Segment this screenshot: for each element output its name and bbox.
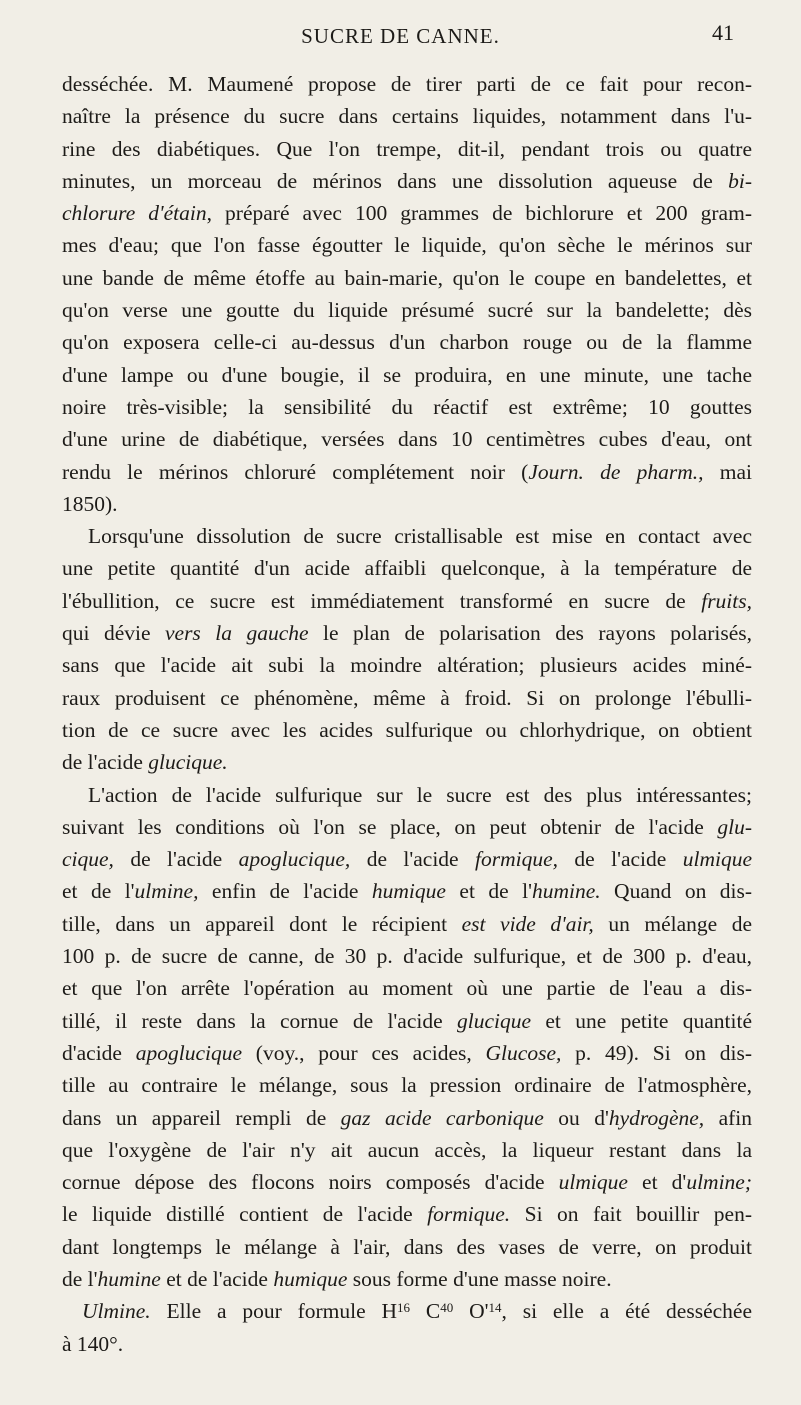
paragraph-1 <box>62 68 752 520</box>
text-line: suivant les conditions où l'on se place, on peut obtenir de l'acide glu- <box>62 814 752 839</box>
text-line: Lorsqu'une dissolution de sucre cristallisable est mise en contact avec <box>88 524 752 549</box>
text-line: sans que l'acide ait subi la moindre altération; plusieurs acides miné- <box>62 653 752 678</box>
text-line: de l'humine et de l'acide humique sous forme d'une masse noire. <box>62 1266 612 1291</box>
text-line: L'action de l'acide sulfurique sur le sucre est des plus intéressantes; <box>88 782 752 807</box>
text-line: tille au contraire le mélange, sous la pression ordinaire de l'atmosphère, <box>62 1073 752 1098</box>
text-line: à 140°. <box>62 1331 124 1356</box>
text-line: une petite quantité d'un acide affaibli quelconque, à la température de <box>62 556 752 581</box>
text-line: le liquide distillé contient de l'acide formique. Si on fait bouillir pen- <box>62 1202 752 1227</box>
text-line: tille, dans un appareil dont le récipient est vide d'air, un mélange de <box>62 911 753 936</box>
paragraph-3 <box>62 779 752 1296</box>
text-line: chlorure d'étain, préparé avec 100 grammes de bichlorure et 200 gram- <box>62 201 752 226</box>
running-title: SUCRE DE CANNE. <box>301 24 500 48</box>
text-line: d'une lampe ou d'une bougie, il se produira, en une minute, une tache <box>62 362 752 387</box>
page-number: 41 <box>712 20 734 45</box>
text-line: une bande de même étoffe au bain-marie, qu'on le coupe en bandelettes, et <box>62 265 752 290</box>
text-line: de l'acide glucique. <box>62 750 228 775</box>
text-line: 100 p. de sucre de canne, de 30 p. d'acide sulfurique, et de 300 p. d'eau, <box>62 944 752 969</box>
text-line: raux produisent ce phénomène, même à froid. Si on prolonge l'ébulli- <box>62 685 752 710</box>
text-line: dant longtemps le mélange à l'air, dans des vases de verre, on produit <box>62 1234 752 1259</box>
text-line: minutes, un morceau de mérinos dans une dissolution aqueuse de bi- <box>62 168 752 193</box>
text-line: d'une urine de diabétique, versées dans 10 centimètres cubes d'eau, ont <box>62 427 752 452</box>
text-line: 1850). <box>62 491 118 516</box>
text-line: qu'on verse une goutte du liquide présumé sucré sur la bandelette; dès <box>62 298 752 323</box>
text-line: mes d'eau; que l'on fasse égoutter le liquide, qu'on sèche le mérinos sur <box>62 233 752 258</box>
body-text <box>62 68 752 1360</box>
text-line: cique, de l'acide apoglucique, de l'acide formique, de l'acide ulmique <box>62 847 753 872</box>
paragraph-4 <box>62 1295 752 1360</box>
text-line: tion de ce sucre avec les acides sulfurique ou chlorhydrique, on obtient <box>62 717 752 742</box>
text-line: l'ébullition, ce sucre est immédiatement transformé en sucre de fruits, <box>62 588 752 613</box>
text-line: desséchée. M. Maumené propose de tirer parti de ce fait pour recon- <box>62 72 752 96</box>
text-line: que l'oxygène de l'air n'y ait aucun accès, la liqueur restant dans la <box>62 1137 752 1162</box>
text-line: rine des diabétiques. Que l'on trempe, dit-il, pendant trois ou quatre <box>62 136 752 161</box>
text-line: tillé, il reste dans la cornue de l'acide glucique et une petite quantité <box>62 1008 752 1033</box>
text-line: et que l'on arrête l'opération au moment où une partie de l'eau a dis- <box>62 976 752 1001</box>
text-line: d'acide apoglucique (voy., pour ces acides, Glucose, p. 49). Si on dis- <box>62 1040 752 1065</box>
text-line: Ulmine. Elle a pour formule $H^{16}$ $C^{40}$ $O'^{14}$, si elle a été desséchée <box>82 1299 752 1324</box>
text-line: rendu le mérinos chloruré complétement noir (Journ. de pharm., mai <box>62 459 752 484</box>
text-line: cornue dépose des flocons noirs composés d'acide ulmique et d'ulmine; <box>62 1170 752 1195</box>
text-line: qui dévie vers la gauche le plan de polarisation des rayons polarisés, <box>62 621 752 646</box>
text-line: et de l'ulmine, enfin de l'acide humique et de l'humine. Quand on dis- <box>62 879 753 904</box>
paragraph-2 <box>62 520 752 778</box>
text-line: qu'on exposera celle-ci au-dessus d'un charbon rouge ou de la flamme <box>62 330 752 355</box>
text-line: noire très-visible; la sensibilité du réactif est extrême; 10 gouttes <box>62 394 752 419</box>
text-line: naître la présence du sucre dans certains liquides, notamment dans l'u- <box>62 104 752 129</box>
text-line: dans un appareil rempli de gaz acide carbonique ou d'hydrogène, afin <box>62 1105 753 1130</box>
